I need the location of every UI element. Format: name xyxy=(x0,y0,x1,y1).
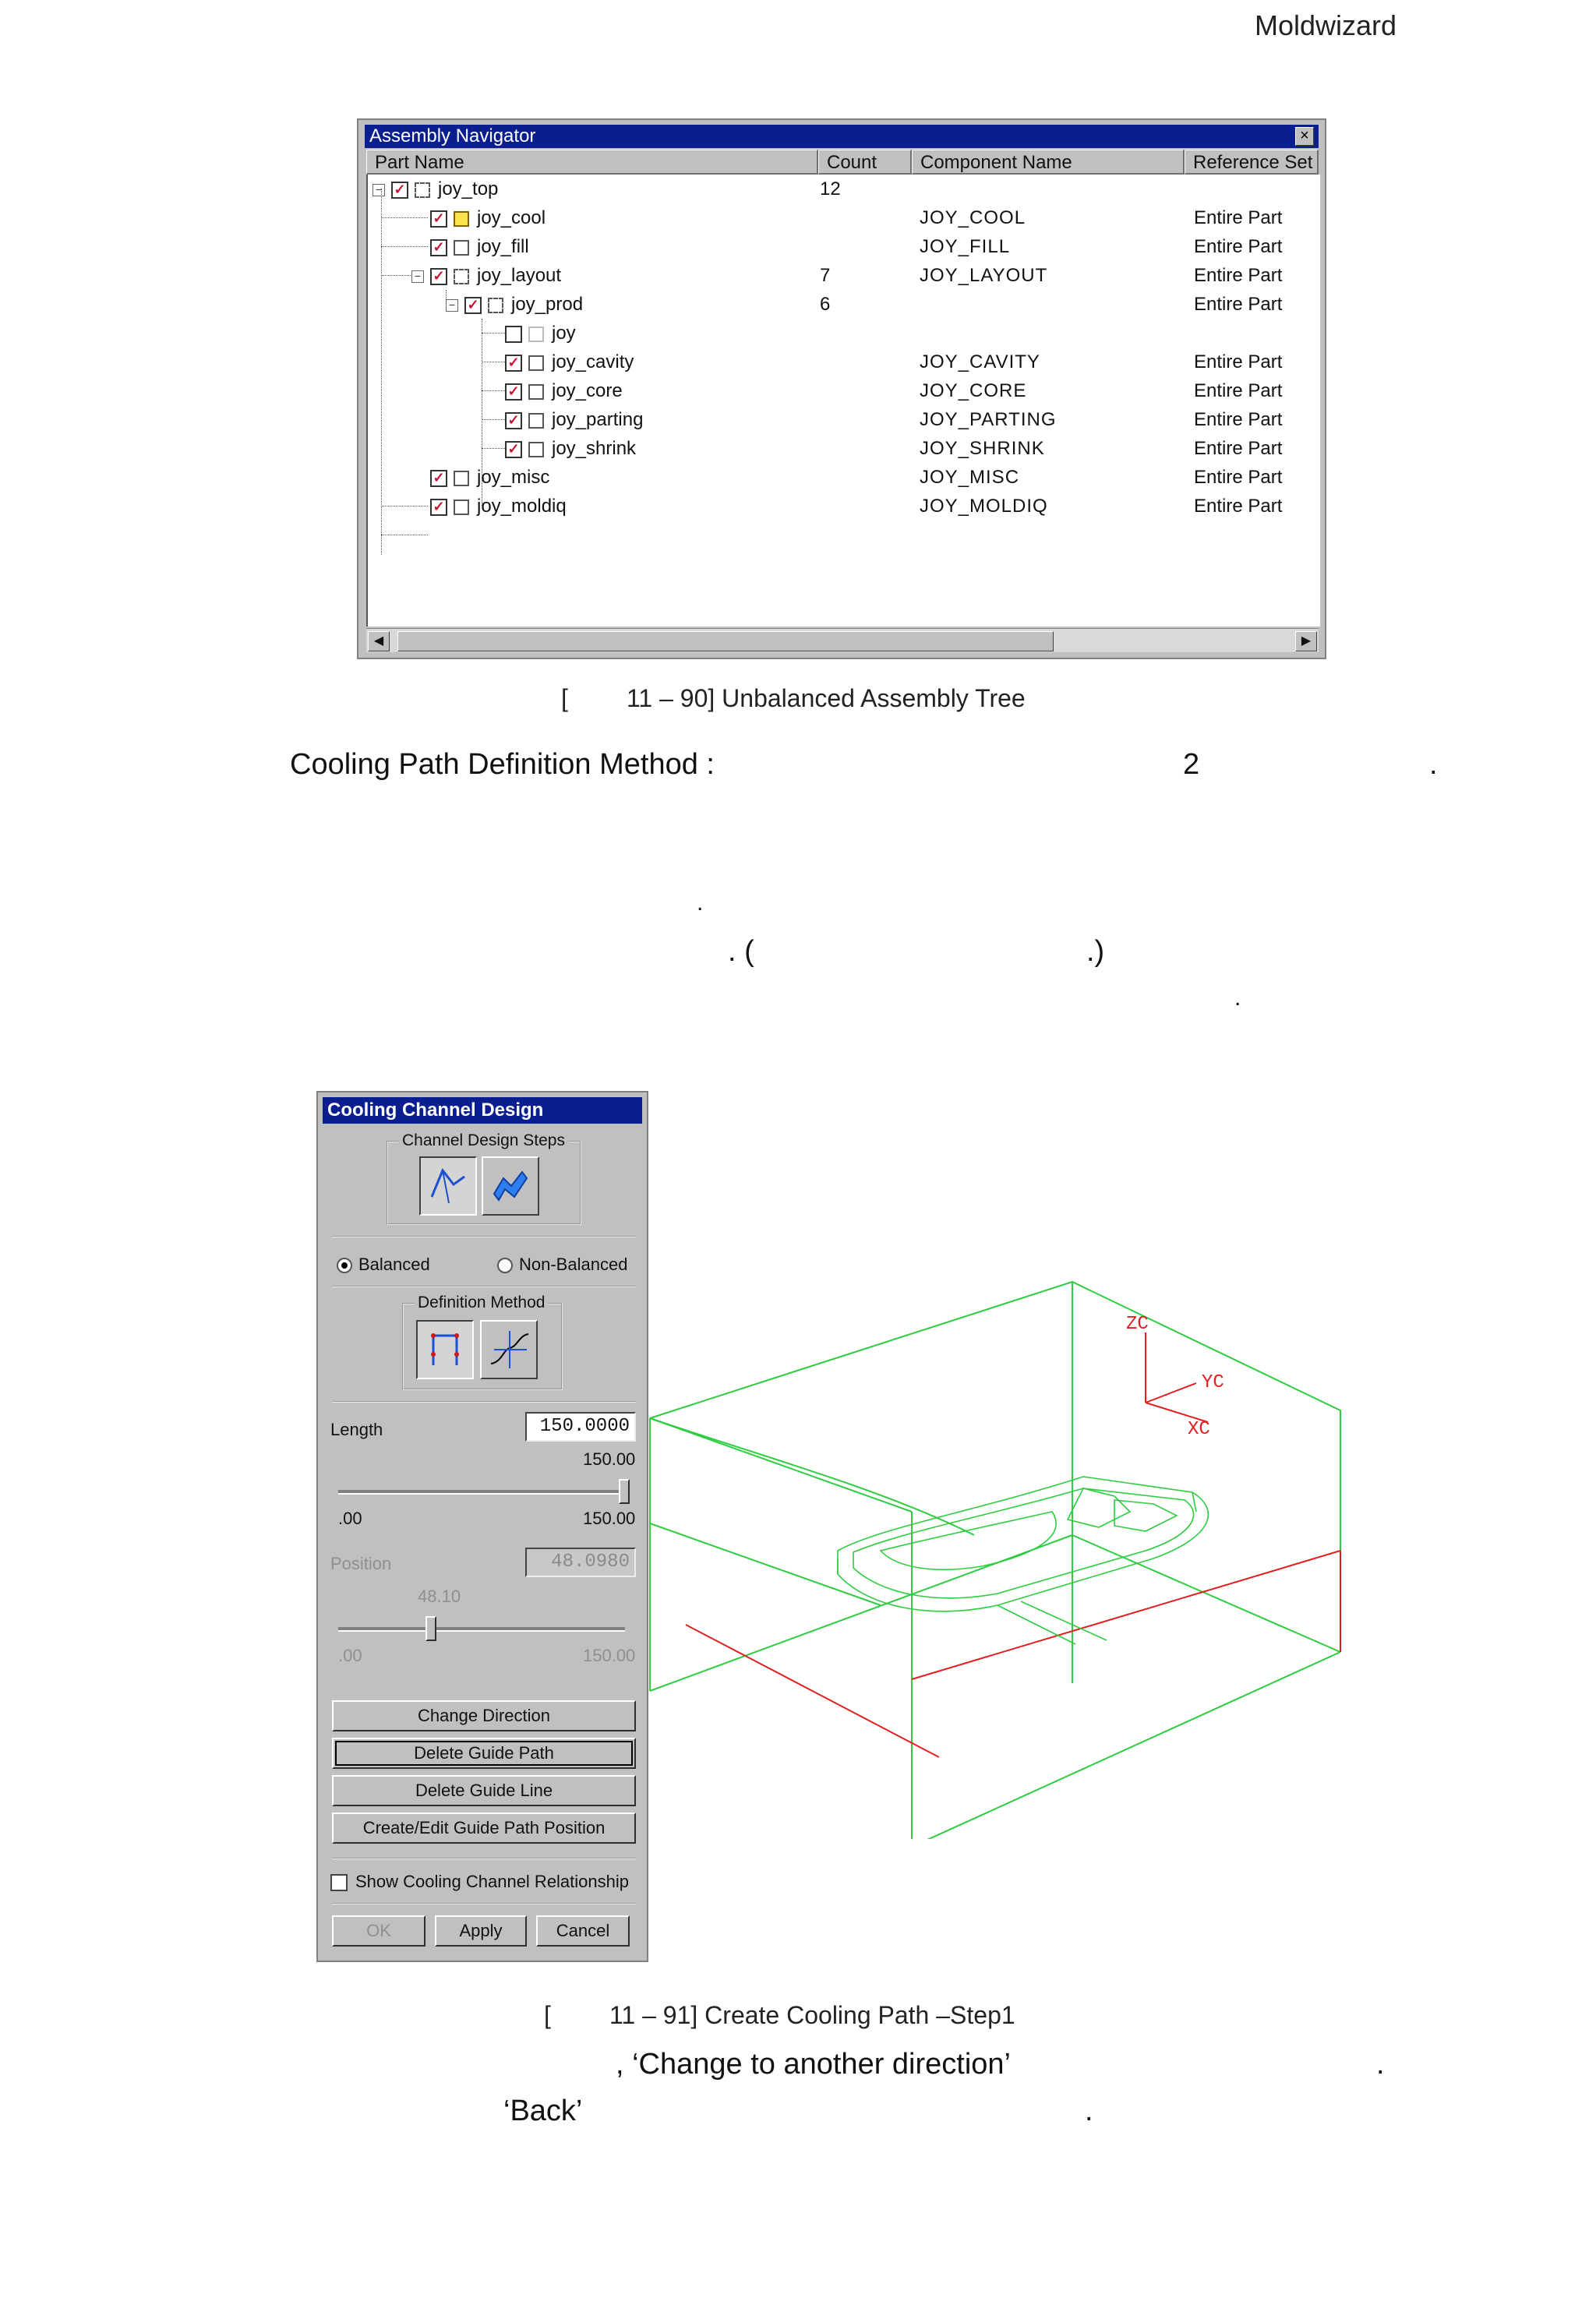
part-name: joy_cool xyxy=(477,207,546,228)
wireframe-3d-view xyxy=(647,1278,1348,1839)
length-slider-track[interactable] xyxy=(338,1490,625,1495)
scrollbar-thumb[interactable] xyxy=(397,631,1054,651)
guide-path-step-button[interactable] xyxy=(419,1156,477,1216)
figure-caption: 11 – 90] Unbalanced Assembly Tree xyxy=(627,684,1026,712)
assembly-icon xyxy=(415,182,430,198)
part-name: joy_prod xyxy=(511,294,584,315)
curve-method-icon xyxy=(486,1326,531,1373)
position-min-label: .00 xyxy=(338,1646,362,1665)
reference-set: Entire Part xyxy=(1194,207,1283,228)
group-label: Definition Method xyxy=(415,1294,548,1312)
position-slider-handle[interactable] xyxy=(425,1616,436,1641)
guide-path-icon xyxy=(425,1163,471,1209)
part-name: joy_cavity xyxy=(552,351,634,372)
sentence-end: . xyxy=(1376,2048,1385,2081)
checked-checkbox[interactable]: ✓ xyxy=(430,470,447,487)
reference-set: Entire Part xyxy=(1194,236,1283,257)
reference-set: Entire Part xyxy=(1194,409,1283,430)
sentence-end: . xyxy=(697,890,704,916)
tree-row[interactable] xyxy=(368,261,1320,290)
yc-label: YC xyxy=(1202,1372,1224,1393)
collapse-icon[interactable]: − xyxy=(373,184,385,196)
zc-label: ZC xyxy=(1126,1314,1149,1335)
cancel-button[interactable]: Cancel xyxy=(536,1915,630,1947)
length-min-label: .00 xyxy=(338,1509,362,1528)
tree-row[interactable] xyxy=(368,376,1320,405)
length-current-label: 150.00 xyxy=(583,1449,636,1469)
part-name: joy_shrink xyxy=(552,438,637,459)
position-label: Position xyxy=(330,1554,392,1573)
assembly-tree xyxy=(366,175,1320,627)
reference-set: Entire Part xyxy=(1194,467,1283,488)
component-name: JOY_MISC xyxy=(920,467,1020,488)
wcs-axis-triad xyxy=(1126,1314,1224,1440)
tree-row[interactable] xyxy=(368,319,1320,348)
tree-row[interactable] xyxy=(368,203,1320,232)
part-icon xyxy=(528,413,544,429)
part-name: joy xyxy=(552,323,576,344)
assembly-navigator-window xyxy=(357,118,1326,659)
checkbox-icon xyxy=(330,1874,348,1891)
running-title: Moldwizard xyxy=(1255,9,1397,41)
column-part-name[interactable]: Part Name xyxy=(366,150,818,175)
sentence-end: . xyxy=(1234,985,1241,1011)
sentence-end: . xyxy=(1429,748,1438,781)
back-text: ‘Back’ xyxy=(503,2095,583,2127)
part-name: joy_top xyxy=(438,178,499,199)
checked-checkbox[interactable]: ✓ xyxy=(505,441,522,458)
length-label: Length xyxy=(330,1420,383,1439)
column-component-name[interactable]: Component Name xyxy=(912,150,1185,175)
checked-checkbox[interactable]: ✓ xyxy=(391,182,408,199)
length-input[interactable]: 150.0000 xyxy=(525,1412,636,1442)
assembly-icon xyxy=(488,298,503,313)
checked-checkbox[interactable]: ✓ xyxy=(505,412,522,429)
divider xyxy=(332,1286,636,1287)
tree-row[interactable] xyxy=(368,175,1320,203)
part-name: joy_layout xyxy=(477,265,562,286)
component-name: JOY_CORE xyxy=(920,380,1027,401)
divider xyxy=(332,1903,636,1904)
checked-checkbox[interactable]: ✓ xyxy=(464,297,482,314)
checked-checkbox[interactable]: ✓ xyxy=(505,383,522,401)
method-count: 2 xyxy=(1183,748,1200,781)
length-max-label: 150.00 xyxy=(583,1509,636,1528)
checked-checkbox[interactable]: ✓ xyxy=(430,239,447,256)
divider xyxy=(332,1858,636,1859)
assembly-navigator-title-text: Assembly Navigator xyxy=(369,125,536,146)
tree-row[interactable] xyxy=(368,405,1320,434)
highlighted-part-icon xyxy=(454,211,469,227)
column-header-row xyxy=(366,150,1319,175)
channel-solid-step-button[interactable] xyxy=(482,1156,539,1216)
guide-line-method-button[interactable] xyxy=(416,1320,474,1379)
reference-set: Entire Part xyxy=(1194,496,1283,517)
position-input[interactable]: 48.0980 xyxy=(525,1548,636,1577)
checked-checkbox[interactable]: ✓ xyxy=(505,355,522,372)
scroll-left-icon[interactable]: ◀ xyxy=(368,631,390,651)
column-reference-set[interactable]: Reference Set xyxy=(1185,150,1319,175)
channel-solid-icon xyxy=(488,1163,533,1209)
definition-method-group xyxy=(402,1294,563,1390)
part-name: joy_fill xyxy=(477,236,529,257)
radio-selected-icon xyxy=(337,1258,352,1273)
divider xyxy=(332,1236,636,1237)
sentence-end: . xyxy=(1085,2095,1093,2127)
checked-checkbox[interactable]: ✓ xyxy=(430,268,447,285)
component-name: JOY_CAVITY xyxy=(920,351,1040,372)
reference-set: Entire Part xyxy=(1194,265,1283,286)
component-name: JOY_COOL xyxy=(920,207,1026,228)
part-icon xyxy=(528,355,544,371)
component-name: JOY_SHRINK xyxy=(920,438,1045,459)
close-icon[interactable]: × xyxy=(1295,127,1314,146)
assembly-icon xyxy=(454,269,469,284)
delete-guide-line-button[interactable]: Delete Guide Line xyxy=(332,1775,636,1806)
reference-set: Entire Part xyxy=(1194,380,1283,401)
part-name: joy_core xyxy=(552,380,623,401)
show-relationship-checkbox[interactable] xyxy=(330,1872,629,1892)
part-icon xyxy=(454,240,469,256)
show-relationship-label: Show Cooling Channel Relationship xyxy=(355,1872,630,1891)
part-wireframe xyxy=(838,1477,1208,1644)
unchecked-checkbox[interactable] xyxy=(505,326,522,343)
part-count: 7 xyxy=(820,265,831,286)
component-name: JOY_PARTING xyxy=(920,409,1057,430)
create-edit-guide-path-position-button[interactable]: Create/Edit Guide Path Position xyxy=(332,1813,636,1844)
component-name: JOY_FILL xyxy=(920,236,1011,257)
position-slider-track[interactable] xyxy=(338,1627,625,1632)
delete-guide-path-button[interactable]: Delete Guide Path xyxy=(332,1738,636,1769)
tree-row[interactable] xyxy=(368,232,1320,261)
part-icon xyxy=(528,442,544,457)
group-label: Channel Design Steps xyxy=(399,1131,568,1150)
mold-box-wireframe xyxy=(650,1282,1340,1839)
component-name: JOY_LAYOUT xyxy=(920,265,1048,286)
guide-line-method-icon xyxy=(422,1326,468,1373)
reference-set: Entire Part xyxy=(1194,294,1283,315)
component-name: JOY_MOLDIQ xyxy=(920,496,1048,517)
tree-row[interactable] xyxy=(368,290,1320,319)
radio-unselected-icon xyxy=(497,1258,513,1273)
reference-set: Entire Part xyxy=(1194,438,1283,459)
figure-caption: 11 – 91] Create Cooling Path –Step1 xyxy=(609,2001,1015,2029)
position-max-label: 150.00 xyxy=(583,1646,636,1665)
part-count: 12 xyxy=(820,178,841,199)
ok-button[interactable]: OK xyxy=(332,1915,425,1947)
position-current-label: 48.10 xyxy=(418,1587,461,1606)
collapse-icon[interactable]: − xyxy=(411,270,424,283)
dialog-title: Cooling Channel Design xyxy=(323,1097,642,1124)
length-slider-handle[interactable] xyxy=(619,1479,630,1504)
part-name: joy_moldiq xyxy=(477,496,567,517)
column-count[interactable]: Count xyxy=(818,150,912,175)
non-balanced-label: Non-Balanced xyxy=(519,1255,628,1274)
change-direction-text: , ‘Change to another direction’ xyxy=(616,2048,1011,2081)
tree-row[interactable] xyxy=(368,492,1320,521)
channel-design-steps-group xyxy=(387,1131,581,1225)
part-count: 6 xyxy=(820,294,831,315)
part-icon xyxy=(528,327,544,342)
part-name: joy_misc xyxy=(477,467,550,488)
curve-method-button[interactable] xyxy=(480,1320,538,1379)
part-name: joy_parting xyxy=(552,409,644,430)
tree-row[interactable] xyxy=(368,463,1320,492)
cooling-channel-design-dialog xyxy=(316,1091,648,1962)
reference-set: Entire Part xyxy=(1194,351,1283,372)
figure-bracket: [ xyxy=(544,2001,551,2029)
part-icon xyxy=(454,471,469,486)
divider xyxy=(332,1401,636,1403)
scroll-right-icon[interactable]: ▶ xyxy=(1295,631,1317,651)
collapse-icon[interactable]: − xyxy=(446,299,458,312)
balanced-radio[interactable] xyxy=(337,1255,430,1275)
paren-open: . ( xyxy=(728,935,754,968)
non-balanced-radio[interactable] xyxy=(497,1255,627,1275)
part-icon xyxy=(528,384,544,400)
figure-bracket: [ xyxy=(561,684,568,712)
balanced-label: Balanced xyxy=(358,1255,430,1274)
part-icon xyxy=(454,499,469,515)
definition-method-heading: Cooling Path Definition Method : xyxy=(290,748,715,781)
checked-checkbox[interactable]: ✓ xyxy=(430,499,447,516)
tree-row[interactable] xyxy=(368,348,1320,376)
assembly-navigator-title xyxy=(365,125,1319,148)
horizontal-scrollbar[interactable] xyxy=(366,628,1319,652)
apply-button[interactable]: Apply xyxy=(435,1915,527,1947)
paren-close: .) xyxy=(1086,935,1105,968)
change-direction-button[interactable]: Change Direction xyxy=(332,1700,636,1731)
checked-checkbox[interactable]: ✓ xyxy=(430,210,447,228)
xc-label: XC xyxy=(1188,1419,1210,1440)
tree-row[interactable] xyxy=(368,434,1320,463)
parting-plane-wireframe xyxy=(686,1551,1340,1757)
